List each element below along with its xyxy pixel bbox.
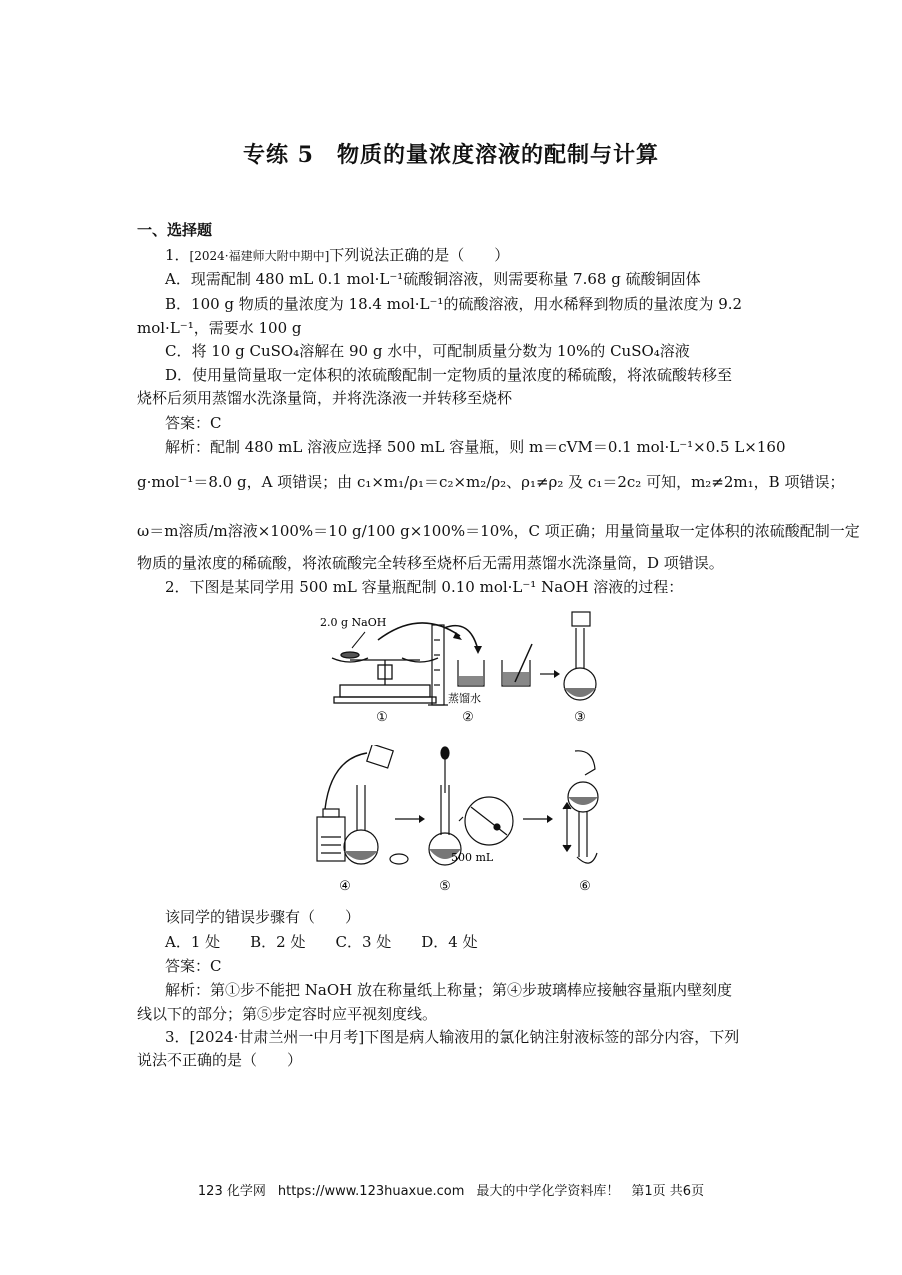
question-2-question: 该同学的错误步骤有（ ） [165, 908, 361, 926]
question-2-explanation-line2: 线以下的部分；第⑤步定容时应平视刻度线。 [137, 1005, 438, 1023]
question-2-options: A．1 处 B．2 处 C．3 处 D．4 处 [165, 933, 478, 951]
question-3-line1: 3．[2024·甘肃兰州一中月考]下图是病人输液用的氯化钠注射液标签的部分内容，下列 [165, 1028, 740, 1046]
naoh-label: 2.0 g NaOH [320, 616, 387, 629]
question-2-explanation-line1: 解析：第①步不能把 NaOH 放在称量纸上称量；第④步玻璃棒应接触容量瓶内壁刻度 [165, 981, 732, 999]
question-1-stem: 1．[2024·福建师大附中期中]下列说法正确的是（ ） [165, 246, 510, 264]
procedure-figure-row-1 [310, 610, 600, 725]
question-1-option-c: C．将 10 g CuSO₄溶解在 90 g 水中，可配制质量分数为 10%的 CuSO₄溶液 [165, 342, 690, 360]
step-3-label: ③ [574, 710, 586, 725]
footer-slogan: 最大的中学化学资料库！ [476, 1184, 620, 1199]
step-1-label: ① [376, 710, 388, 725]
graduated-cylinder-icon [428, 625, 448, 705]
question-1-option-d-line1: D．使用量筒量取一定体积的浓硫酸配制一定物质的量浓度的稀硫酸，将浓硫酸转移至 [165, 366, 733, 384]
footer-site: 123 化学网 [197, 1184, 266, 1199]
section-heading: 一、选择题 [137, 221, 213, 239]
distilled-water-label: 蒸馏水 [448, 692, 481, 705]
question-1-explanation-line2: g·mol⁻¹＝8.0 g，A 项错误；由 c₁×m₁/ρ₁＝c₂×m₂/ρ₂、ρ₁≠ρ₂ 及 c₁＝2c₂ 可知，m₂≠2m₁，B 项错误； [137, 473, 845, 491]
question-1-option-d-line2: 烧杯后须用蒸馏水洗涤量筒，并将洗涤液一并转移至烧杯 [137, 389, 513, 407]
step-5-label: ⑤ [439, 879, 451, 894]
reagent-bottle-icon [317, 809, 345, 861]
question-1-option-b-line2: mol·L⁻¹，需要水 100 g [137, 319, 302, 337]
balance-icon [332, 652, 438, 703]
stirring-beaker-icon [502, 644, 532, 686]
question-2-answer: 答案：C [165, 957, 222, 975]
question-1-explanation-line1: 解析：配制 480 mL 溶液应选择 500 mL 容量瓶，则 m＝cVM＝0.1 mol·L⁻¹×0.5 L×160 [165, 438, 786, 456]
flask-volume-label: 500 mL [451, 851, 494, 864]
footer-url[interactable]: https://www.123huaxue.com [277, 1184, 465, 1199]
question-3-line2: 说法不正确的是（ ） [137, 1051, 303, 1069]
volumetric-flask-icon [564, 612, 596, 700]
dropper-flask-icon [429, 747, 513, 865]
step-2-label: ② [462, 710, 474, 725]
question-1-explanation-line3: ω＝m溶质/m溶液×100%＝10 g/100 g×100%＝10%，C 项正确；用量筒量取一定体积的浓硫酸配制一定 [137, 522, 860, 540]
question-2-stem: 2．下图是某同学用 500 mL 容量瓶配制 0.10 mol·L⁻¹ NaOH 溶液的过程： [165, 578, 684, 596]
inverting-flask-icon [563, 751, 598, 863]
question-1-explanation-line4: 物质的量浓度的稀硫酸，将浓硫酸完全转移至烧杯后无需用蒸馏水洗涤量筒，D 项错误。 [137, 554, 724, 572]
step-4-label: ④ [339, 879, 351, 894]
pouring-flask-icon [325, 745, 393, 864]
question-1-option-b-line1: B．100 g 物质的量浓度为 18.4 mol·L⁻¹的硫酸溶液，用水稀释到物质的量浓度为 9.2 [165, 295, 743, 313]
footer-page-number: 第1页 共6页 [631, 1184, 705, 1199]
question-1-answer: 答案：C [165, 414, 222, 432]
page-footer [0, 1180, 902, 1199]
question-1-option-a: A．现需配制 480 mL 0.1 mol·L⁻¹硫酸铜溶液，则需要称量 7.68 g 硫酸铜固体 [165, 270, 701, 288]
step-6-label: ⑥ [579, 879, 591, 894]
beaker-icon [458, 660, 484, 686]
question-1-source: [2024·福建师大附中期中] [189, 249, 330, 263]
procedure-figure-row-2 [305, 745, 605, 895]
page-title: 专练 5 物质的量浓度溶液的配制与计算 [243, 142, 659, 168]
